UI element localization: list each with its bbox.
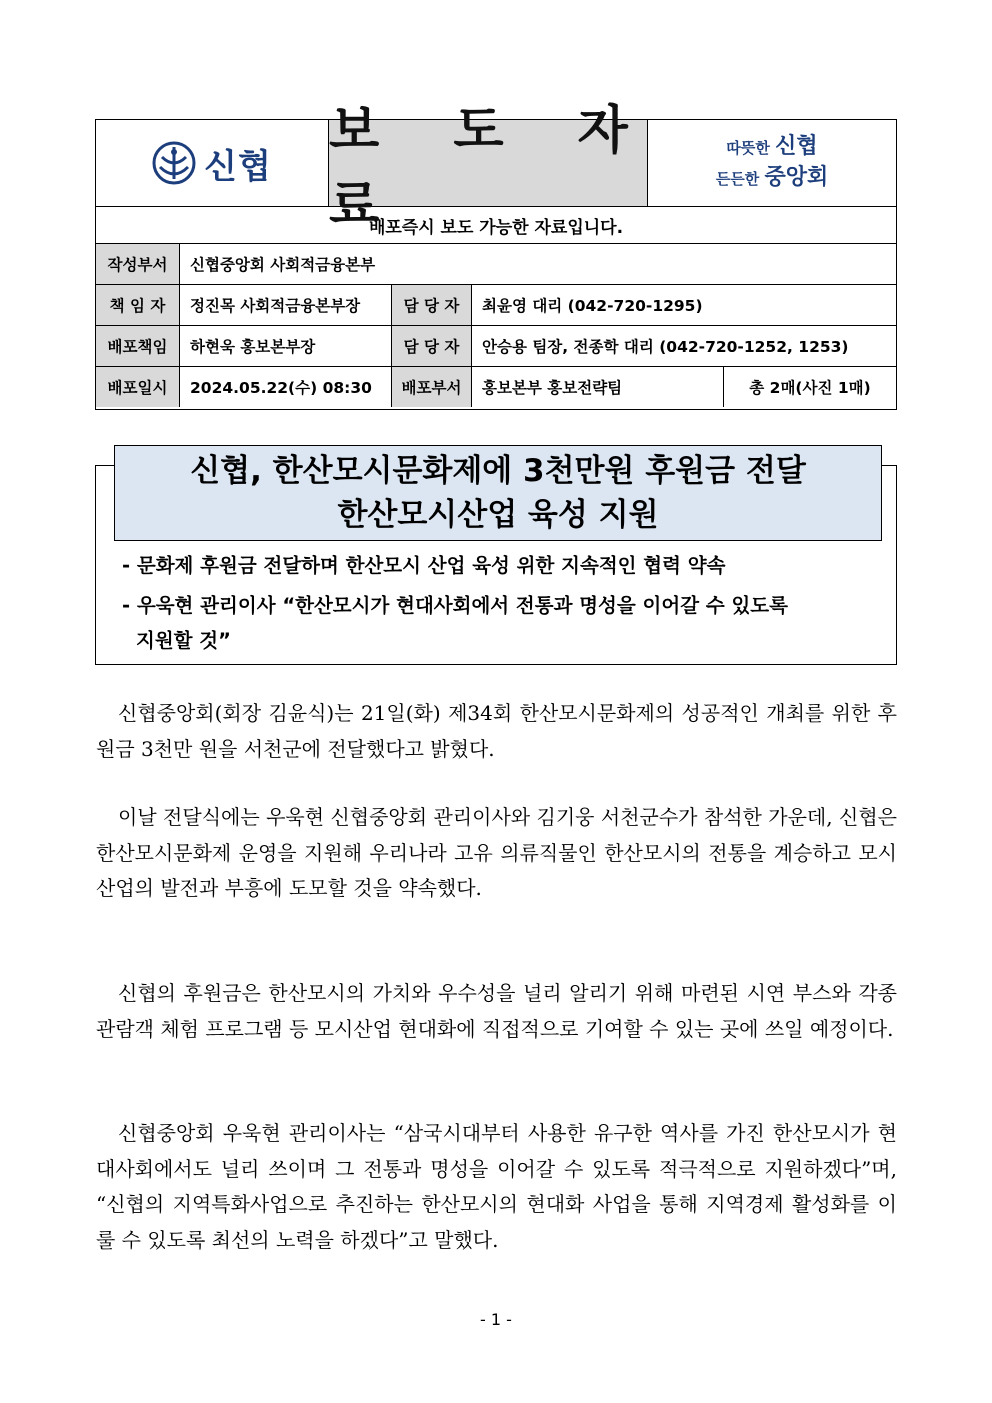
subheadline-2a: - 우욱현 관리이사 “한산모시가 현대사회에서 전통과 명성을 이어갈 수 있도록 — [122, 594, 788, 617]
slogan-line-2-word: 중앙회 — [764, 165, 829, 190]
page-number: - 1 - — [480, 1310, 512, 1329]
body-paragraph-3-text: 신협의 후원금은 한산모시의 가치와 우수성을 널리 알리기 위해 마련된 시연 부스와 각종 관람객 체험 프로그램 등 모시산업 현대화에 직접적으로 기여할 수 있는 곳에 쓰일 예정이다. — [96, 981, 897, 1041]
press-release-header — [95, 101, 897, 410]
dept-value: 신협중앙회 사회적금융본부 — [190, 256, 376, 274]
responsible-value: 정진목 사회적금융본부장 — [180, 285, 392, 325]
responsible-label: 책 임 자 — [96, 285, 180, 325]
logo — [96, 120, 329, 206]
slogan — [648, 120, 896, 206]
logo-text: 신협 — [204, 146, 272, 187]
date-value: 2024.05.22(수) 08:30 — [180, 367, 392, 407]
distribution-responsible-label: 배포책임 — [96, 326, 180, 366]
info-row-distribution-responsible — [96, 326, 896, 367]
document-title: 보 도 자 료 — [329, 101, 656, 236]
distribution-dept-value: 홍보본부 홍보전략팀 — [472, 367, 724, 407]
slogan-line-2 — [716, 163, 828, 194]
body-paragraph-2 — [96, 800, 897, 907]
body-paragraph-1-text: 신협중앙회(회장 김윤식)는 21일(화) 제34회 한산모시문화제의 성공적인 개최를 위한 후원금 3천만 원을 서천군에 전달했다고 밝혔다. — [96, 701, 897, 761]
headline-box — [114, 445, 882, 541]
slogan-line-2-prefix: 든든한 — [715, 170, 760, 188]
info-row-date — [96, 367, 896, 407]
headline-line-1: 신협, 한산모시문화제에 3천만원 후원금 전달 — [190, 453, 806, 489]
embargo-notice: 배포즉시 보도 가능한 자료입니다. — [96, 207, 896, 244]
slogan-line-1-prefix: 따뜻한 — [726, 139, 770, 157]
page-count-value: 총 2매(사진 1매) — [749, 379, 871, 397]
body-paragraph-1 — [96, 696, 897, 767]
distribution-responsible-value: 하현욱 홍보본부장 — [180, 326, 392, 366]
subheadline-1: - 문화제 후원금 전달하며 한산모시 산업 육성 위한 지속적인 협력 약속 — [122, 554, 726, 577]
date-label: 배포일시 — [96, 367, 180, 407]
shinhyup-logo-icon — [152, 141, 196, 185]
body-paragraph-3 — [96, 976, 897, 1047]
body-paragraph-2-text: 이날 전달식에는 우욱현 신협중앙회 관리이사와 김기웅 서천군수가 참석한 가운데, 신협은 한산모시문화제 운영을 지원해 우리나라 고유 의류직물인 한산모시의 전통을 계승하고 모시산업의 발전과 부흥에 도모할 것을 약속했다. — [96, 805, 897, 900]
contact2-label: 담 당 자 — [392, 326, 472, 366]
body-paragraph-4-text: 신협중앙회 우욱현 관리이사는 “삼국시대부터 사용한 유구한 역사를 가진 한산모시가 현대사회에서도 널리 쓰이며 그 전통과 명성을 이어갈 수 있도록 적극적으로 지원하겠다”며, “신협의 지역특화사업으로 추진하는 한산모시의 현대화 사업을 통해 지역경제 활성화를 이룰 수 있도록 최선의 노력을 하겠다”고 말했다. — [96, 1121, 897, 1252]
distribution-dept-label: 배포부서 — [392, 367, 472, 407]
contact2-value: 안승용 팀장, 전종학 대리 (042-720-1252, 1253) — [482, 338, 849, 356]
headline-line-2: 한산모시산업 육성 지원 — [337, 497, 659, 533]
info-row-dept — [96, 244, 896, 285]
subheadline-2b: 지원할 것” — [136, 629, 231, 652]
contact1-value: 최윤영 대리 (042-720-1295) — [482, 297, 703, 315]
slogan-line-1 — [726, 132, 817, 163]
dept-label: 작성부서 — [96, 244, 180, 284]
info-row-responsible — [96, 285, 896, 326]
body-paragraph-4 — [96, 1116, 897, 1258]
contact1-label: 담 당 자 — [392, 285, 472, 325]
slogan-line-1-word: 신협 — [775, 134, 818, 159]
